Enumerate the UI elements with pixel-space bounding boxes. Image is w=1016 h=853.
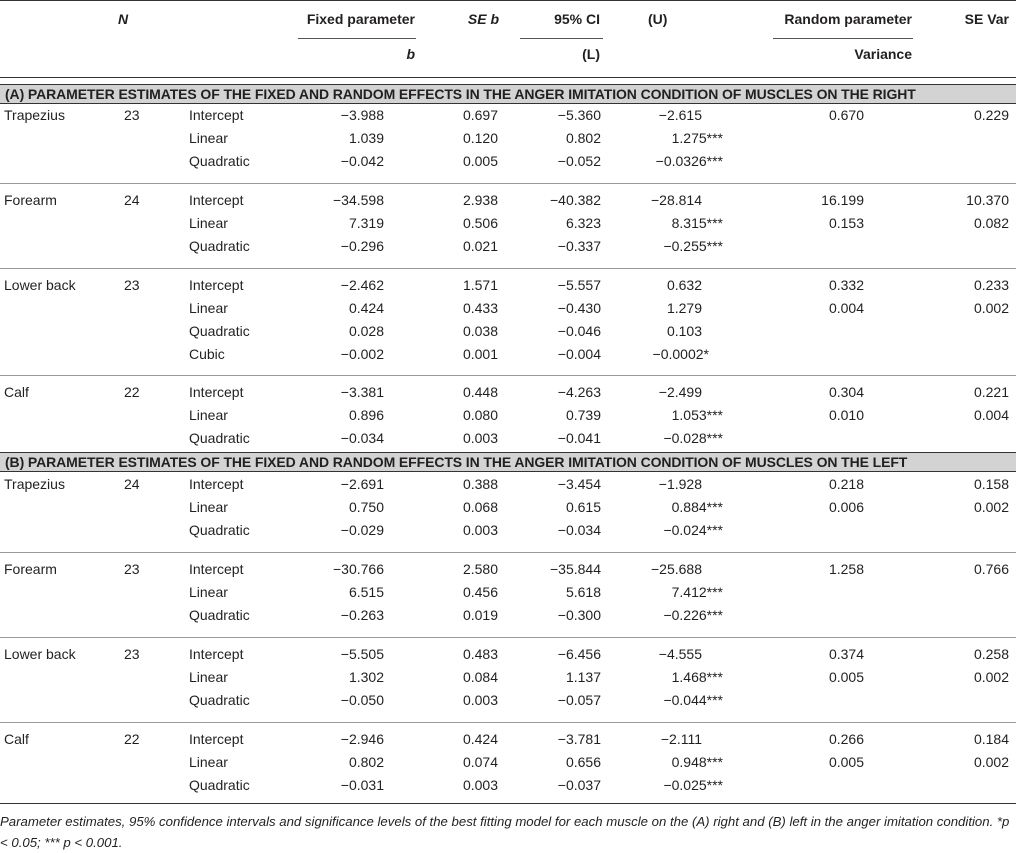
ci-lower-value: −0.057 [557, 692, 601, 708]
section-header [0, 84, 1016, 104]
parameter-name: Linear [189, 754, 228, 770]
ci-upper-value [620, 730, 702, 748]
ci-upper-number: 1.468*** [671, 669, 723, 685]
b-value: −0.042 [340, 153, 384, 169]
header-l: (L) [582, 46, 600, 62]
se-var-value: 0.004 [973, 407, 1009, 423]
ci-upper-number: −4.555 [658, 646, 702, 662]
ci-lower-value: −40.382 [550, 192, 601, 208]
ci-upper-number: 1.279 [666, 300, 702, 316]
muscle-name: Trapezius [4, 476, 65, 492]
ci-upper-number: 0.103 [666, 323, 702, 339]
ci-lower-value: 1.137 [565, 669, 601, 685]
se-b-value: 0.506 [462, 215, 498, 231]
parameter-name: Quadratic [189, 607, 250, 623]
header-fixed-parameter: Fixed parameter [306, 11, 415, 27]
b-value: 0.424 [348, 300, 384, 316]
ci-upper-number: −28.814 [651, 192, 702, 208]
parameter-name: Linear [189, 300, 228, 316]
variance-value: 0.004 [828, 300, 864, 316]
header-n: N [118, 11, 129, 27]
ci-lower-value: −0.300 [557, 607, 601, 623]
b-value: −0.263 [340, 607, 384, 623]
b-value: −0.029 [340, 522, 384, 538]
ci-upper-value [620, 606, 723, 624]
group-separator [0, 268, 1016, 269]
ci-lower-value: −5.557 [557, 277, 601, 293]
header-se-var: SE Var [964, 11, 1009, 27]
parameter-name: Linear [189, 669, 228, 685]
ci-lower-value: −6.456 [557, 646, 601, 662]
se-var-value: 0.082 [973, 215, 1009, 231]
section-header [0, 452, 1016, 472]
ci-upper-value [620, 560, 702, 578]
ci-upper-value [620, 776, 723, 794]
parameter-name: Intercept [189, 277, 244, 293]
ci-lower-value: 5.618 [565, 584, 601, 600]
ci-upper-number: −0.255*** [663, 238, 723, 254]
n-value: 22 [124, 731, 140, 747]
parameter-name: Linear [189, 130, 228, 146]
ci-upper-number: −0.028*** [663, 430, 723, 446]
ci-underline [520, 38, 603, 39]
variance-value: 1.258 [828, 561, 864, 577]
parameter-name: Linear [189, 215, 228, 231]
se-var-value: 0.002 [973, 754, 1009, 770]
parameter-name: Intercept [189, 646, 244, 662]
ci-lower-value: 6.323 [565, 215, 601, 231]
b-value: 1.302 [348, 669, 384, 685]
b-value: 1.039 [348, 130, 384, 146]
group-separator [0, 552, 1016, 553]
muscle-name: Calf [4, 384, 29, 400]
b-value: −3.381 [340, 384, 384, 400]
se-b-value: 0.697 [462, 107, 498, 123]
ci-lower-value: 0.615 [565, 499, 601, 515]
parameter-name: Quadratic [189, 238, 250, 254]
muscle-name: Forearm [4, 561, 57, 577]
se-b-value: 0.003 [462, 777, 498, 793]
muscle-name: Calf [4, 731, 29, 747]
variance-value: 0.006 [828, 499, 864, 515]
parameter-name: Intercept [189, 731, 244, 747]
ci-upper-value [620, 429, 723, 447]
se-b-value: 1.571 [462, 277, 498, 293]
ci-lower-value: −3.454 [557, 476, 601, 492]
ci-upper-value [620, 753, 723, 771]
b-value: 0.028 [348, 323, 384, 339]
se-b-value: 0.080 [462, 407, 498, 423]
ci-upper-value [620, 498, 723, 516]
b-value: −0.034 [340, 430, 384, 446]
ci-lower-value: 0.739 [565, 407, 601, 423]
ci-upper-number: −0.226*** [663, 607, 723, 623]
se-b-value: 0.038 [462, 323, 498, 339]
b-value: 0.896 [348, 407, 384, 423]
ci-upper-number: −0.044*** [663, 692, 723, 708]
ci-upper-number: 1.275*** [671, 130, 723, 146]
ci-upper-value [620, 191, 702, 209]
table-top-rule [0, 0, 1016, 1]
parameter-name: Intercept [189, 107, 244, 123]
ci-upper-value [620, 475, 702, 493]
se-b-value: 0.483 [462, 646, 498, 662]
variance-value: 0.266 [828, 731, 864, 747]
ci-lower-value: −0.034 [557, 522, 601, 538]
header-rule [0, 77, 1016, 78]
ci-lower-value: −0.037 [557, 777, 601, 793]
se-b-value: 0.084 [462, 669, 498, 685]
ci-upper-number: −0.0326*** [655, 153, 723, 169]
ci-upper-number: 1.053*** [671, 407, 723, 423]
ci-upper-value [620, 106, 702, 124]
n-value: 23 [124, 107, 140, 123]
parameter-name: Cubic [189, 346, 225, 362]
se-b-value: 0.448 [462, 384, 498, 400]
group-separator [0, 375, 1016, 376]
se-b-value: 0.003 [462, 522, 498, 538]
se-var-value: 0.229 [973, 107, 1009, 123]
header-random-parameter: Random parameter [784, 11, 912, 27]
parameter-name: Quadratic [189, 430, 250, 446]
ci-upper-number: 0.632 [666, 277, 702, 293]
se-b-value: 0.424 [462, 731, 498, 747]
b-value: −0.031 [340, 777, 384, 793]
group-separator [0, 722, 1016, 723]
ci-upper-value [620, 237, 723, 255]
b-value: −0.296 [340, 238, 384, 254]
se-var-value: 0.766 [973, 561, 1009, 577]
se-b-value: 0.001 [462, 346, 498, 362]
ci-upper-number: −2.111 [660, 731, 702, 747]
ci-upper-number: −0.0002* [652, 346, 709, 362]
ci-upper-number: −1.928 [658, 476, 702, 492]
b-value: −30.766 [333, 561, 384, 577]
ci-upper-value [620, 276, 702, 294]
ci-lower-value: −0.004 [557, 346, 601, 362]
se-var-value: 0.002 [973, 669, 1009, 685]
n-value: 23 [124, 646, 140, 662]
b-value: −0.050 [340, 692, 384, 708]
ci-upper-number: −0.025*** [663, 777, 723, 793]
b-value: −0.002 [340, 346, 384, 362]
ci-lower-value: −0.430 [557, 300, 601, 316]
se-b-value: 0.074 [462, 754, 498, 770]
ci-lower-value: −4.263 [557, 384, 601, 400]
parameter-name: Intercept [189, 561, 244, 577]
se-b-value: 0.456 [462, 584, 498, 600]
muscle-name: Forearm [4, 192, 57, 208]
ci-upper-value [620, 345, 709, 363]
se-var-value: 0.221 [973, 384, 1009, 400]
se-b-value: 0.388 [462, 476, 498, 492]
b-value: −3.988 [340, 107, 384, 123]
b-value: −2.462 [340, 277, 384, 293]
se-var-value: 0.158 [973, 476, 1009, 492]
parameter-name: Intercept [189, 476, 244, 492]
b-value: −2.691 [340, 476, 384, 492]
ci-lower-value: −35.844 [550, 561, 601, 577]
n-value: 23 [124, 561, 140, 577]
header-b: b [406, 46, 415, 62]
variance-value: 0.374 [828, 646, 864, 662]
ci-upper-value [620, 691, 723, 709]
variance-value: 0.332 [828, 277, 864, 293]
se-b-value: 0.021 [462, 238, 498, 254]
section-title: (A) PARAMETER ESTIMATES OF THE FIXED AND RANDOM EFFECTS IN THE ANGER IMITATION CONDITION OF MUSCLES ON THE RIGHT [5, 86, 916, 102]
b-value: 0.750 [348, 499, 384, 515]
se-var-value: 0.002 [973, 499, 1009, 515]
table-bottom-rule [0, 803, 1016, 804]
ci-upper-number: −2.499 [658, 384, 702, 400]
parameter-name: Intercept [189, 384, 244, 400]
se-var-value: 0.002 [973, 300, 1009, 316]
se-var-value: 0.258 [973, 646, 1009, 662]
ci-upper-value [620, 583, 723, 601]
ci-upper-number: 8.315*** [671, 215, 723, 231]
random-parameter-underline [773, 38, 913, 39]
ci-upper-value [620, 322, 702, 340]
muscle-name: Lower back [4, 277, 76, 293]
se-b-value: 0.068 [462, 499, 498, 515]
se-b-value: 2.938 [462, 192, 498, 208]
n-value: 23 [124, 277, 140, 293]
b-value: 6.515 [348, 584, 384, 600]
ci-upper-number: 7.412*** [671, 584, 723, 600]
variance-value: 0.304 [828, 384, 864, 400]
se-var-value: 0.184 [973, 731, 1009, 747]
header-95-ci: 95% CI [554, 11, 600, 27]
n-value: 22 [124, 384, 140, 400]
ci-upper-number: −25.688 [651, 561, 702, 577]
ci-lower-value: −5.360 [557, 107, 601, 123]
ci-lower-value: −0.046 [557, 323, 601, 339]
header-variance: Variance [854, 46, 912, 62]
header-u: (U) [648, 11, 668, 27]
parameter-name: Quadratic [189, 777, 250, 793]
fixed-parameter-underline [298, 38, 416, 39]
variance-value: 16.199 [821, 192, 864, 208]
b-value: 7.319 [348, 215, 384, 231]
ci-upper-value [620, 521, 723, 539]
ci-lower-value: 0.802 [565, 130, 601, 146]
group-separator [0, 637, 1016, 638]
variance-value: 0.153 [828, 215, 864, 231]
se-b-value: 0.003 [462, 430, 498, 446]
ci-upper-value [620, 152, 723, 170]
se-b-value: 0.003 [462, 692, 498, 708]
b-value: 0.802 [348, 754, 384, 770]
n-value: 24 [124, 476, 140, 492]
parameter-name: Linear [189, 407, 228, 423]
se-b-value: 0.019 [462, 607, 498, 623]
variance-value: 0.010 [828, 407, 864, 423]
ci-upper-value [620, 406, 723, 424]
ci-upper-value [620, 129, 723, 147]
ci-lower-value: 0.656 [565, 754, 601, 770]
variance-value: 0.005 [828, 754, 864, 770]
variance-value: 0.670 [828, 107, 864, 123]
variance-value: 0.218 [828, 476, 864, 492]
muscle-name: Lower back [4, 646, 76, 662]
table-footnote: Parameter estimates, 95% confidence intervals and significance levels of the best fitting model for each muscle on the (A) right and (B) left in the anger imitation condition. *p < 0.05; *** p < 0.001. [0, 814, 1010, 850]
se-b-value: 0.433 [462, 300, 498, 316]
se-var-value: 0.233 [973, 277, 1009, 293]
parameter-name: Quadratic [189, 153, 250, 169]
parameter-name: Linear [189, 584, 228, 600]
ci-upper-value [620, 214, 723, 232]
ci-lower-value: −0.337 [557, 238, 601, 254]
ci-upper-value [620, 645, 702, 663]
variance-value: 0.005 [828, 669, 864, 685]
b-value: −5.505 [340, 646, 384, 662]
section-title: (B) PARAMETER ESTIMATES OF THE FIXED AND RANDOM EFFECTS IN THE ANGER IMITATION CONDITION OF MUSCLES ON THE LEFT [5, 454, 908, 470]
header-se-b: SE b [467, 11, 499, 27]
b-value: −34.598 [333, 192, 384, 208]
group-separator [0, 183, 1016, 184]
parameter-name: Linear [189, 499, 228, 515]
ci-upper-value [620, 668, 723, 686]
se-var-value: 10.370 [966, 192, 1009, 208]
se-b-value: 0.120 [462, 130, 498, 146]
n-value: 24 [124, 192, 140, 208]
muscle-name: Trapezius [4, 107, 65, 123]
se-b-value: 2.580 [462, 561, 498, 577]
se-b-value: 0.005 [462, 153, 498, 169]
ci-upper-number: −2.615 [658, 107, 702, 123]
parameter-name: Quadratic [189, 323, 250, 339]
parameter-name: Intercept [189, 192, 244, 208]
ci-upper-value [620, 383, 702, 401]
ci-lower-value: −3.781 [557, 731, 601, 747]
ci-upper-number: 0.948*** [671, 754, 723, 770]
ci-upper-number: 0.884*** [671, 499, 723, 515]
parameter-name: Quadratic [189, 692, 250, 708]
ci-lower-value: −0.052 [557, 153, 601, 169]
ci-upper-number: −0.024*** [663, 522, 723, 538]
b-value: −2.946 [340, 731, 384, 747]
ci-upper-value [620, 299, 702, 317]
ci-lower-value: −0.041 [557, 430, 601, 446]
parameter-name: Quadratic [189, 522, 250, 538]
